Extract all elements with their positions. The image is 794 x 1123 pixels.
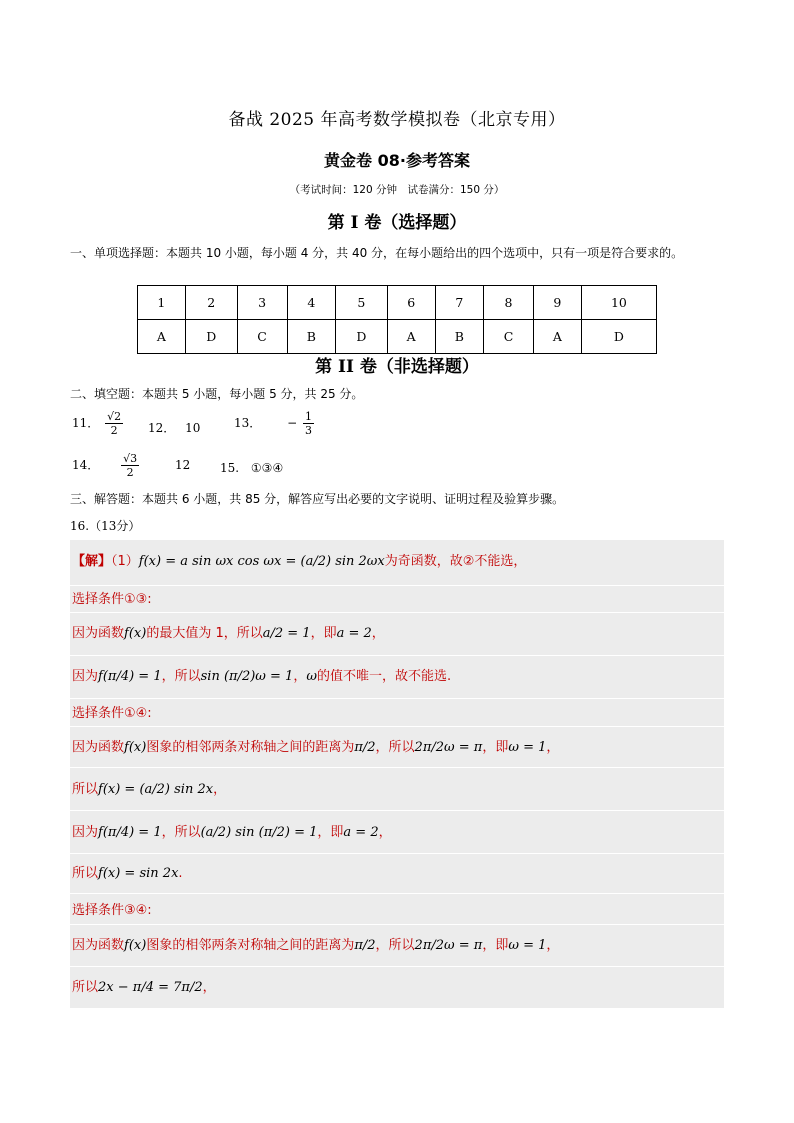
solution-line-11 — [72, 936, 722, 956]
solution-line-2: 选择条件①③: — [72, 592, 152, 607]
text: ，所以 — [375, 938, 415, 953]
page-title: 备战 2025 年高考数学模拟卷（北京专用） — [228, 110, 566, 130]
text: 所以 — [72, 980, 99, 995]
table-cell: A — [534, 320, 582, 354]
text: 因为函数 — [72, 626, 125, 641]
table-cell: 6 — [387, 286, 435, 320]
answer-table-answer-row — [138, 320, 657, 354]
fill-instructions: 二、填空题：本题共 5 小题，每小题 5 分，共 25 分。 — [70, 387, 364, 401]
text: ，所以 — [161, 669, 201, 684]
q13-sign: − — [287, 416, 298, 430]
part1-instructions: 一、单项选择题：本题共 10 小题，每小题 4 分，共 40 分，在每小题给出的四个选项中，只有一项是符合要求的。 — [70, 246, 684, 260]
table-cell: D — [185, 320, 237, 354]
answer-table — [137, 285, 657, 354]
solution-line-5: 选择条件①④: — [72, 706, 152, 721]
text: 的最大值为 1，所以 — [146, 626, 263, 641]
solution-line-10: 选择条件③④: — [72, 903, 152, 918]
text: ，即 — [310, 626, 337, 641]
q11-fraction — [105, 410, 123, 437]
q12-answer — [148, 419, 200, 436]
q12-label: 12． — [148, 421, 176, 435]
table-cell: 5 — [336, 286, 388, 320]
q14-numerator: √3 — [123, 452, 138, 465]
text: 因为函数 — [72, 740, 125, 755]
math: ω — [306, 669, 317, 684]
text: ，即 — [482, 938, 509, 953]
solution-line-8 — [72, 823, 722, 843]
math: f(x) = (a/2) sin 2x — [98, 782, 214, 797]
q15-value: ①③④ — [250, 461, 284, 475]
math: ω = 1 — [508, 740, 547, 755]
text: ，即 — [482, 740, 509, 755]
q13-label: 13． — [234, 416, 262, 430]
q11-numerator: √2 — [107, 410, 122, 423]
table-cell: A — [138, 320, 186, 354]
q11-denominator: 2 — [110, 424, 118, 437]
table-cell: B — [435, 320, 483, 354]
math: 2x − π/4 = 7π/2 — [98, 980, 203, 995]
q14-denominator: 2 — [126, 466, 134, 479]
math: a/2 = 1 — [262, 626, 311, 641]
q14-fraction — [121, 452, 139, 479]
math: a = 2 — [343, 825, 379, 840]
text: ，即 — [317, 825, 344, 840]
solution-line-7 — [72, 780, 722, 800]
q11-label: 11． — [72, 416, 100, 430]
divider — [70, 924, 724, 925]
text: 为奇函数，故②不能选， — [384, 554, 527, 569]
q13-numerator: 1 — [305, 410, 312, 423]
table-cell: C — [237, 320, 287, 354]
q14-value: 12 — [174, 458, 191, 472]
part1-heading: 第 I 卷（选择题） — [327, 213, 467, 233]
table-cell: A — [387, 320, 435, 354]
math: f(x) = sin 2x — [98, 866, 179, 881]
q14-answer — [72, 452, 190, 479]
math: a = 2 — [336, 626, 372, 641]
text: ，所以 — [161, 825, 201, 840]
text: ， — [546, 938, 560, 953]
solution-line-6 — [72, 738, 722, 758]
q16-label: 16.（13分） — [70, 519, 141, 533]
divider — [70, 966, 724, 967]
solution-line-1 — [72, 552, 722, 572]
table-cell: C — [484, 320, 534, 354]
text: ， — [546, 740, 560, 755]
math: π/2 — [354, 740, 376, 755]
table-cell: 8 — [484, 286, 534, 320]
text: （1） — [111, 554, 139, 569]
table-cell: 4 — [287, 286, 335, 320]
divider — [70, 612, 724, 613]
table-cell: 10 — [581, 286, 656, 320]
page-subtitle: 黄金卷 08·参考答案 — [324, 151, 470, 170]
q11-answer — [72, 410, 125, 437]
table-cell: 1 — [138, 286, 186, 320]
text: 所以 — [72, 866, 99, 881]
table-cell: D — [581, 320, 656, 354]
q14-label: 14． — [72, 458, 100, 472]
q13-fraction — [303, 410, 314, 437]
part2-heading: 第 II 卷（非选择题） — [315, 357, 479, 377]
table-cell: B — [287, 320, 335, 354]
q12-value: 10 — [185, 421, 201, 435]
math: f(x) — [124, 740, 147, 755]
text: 图象的相邻两条对称轴之间的距离为 — [146, 938, 355, 953]
divider — [70, 726, 724, 727]
divider — [70, 698, 724, 699]
math: f(x) = a sin ωx cos ωx = (a/2) sin 2ωx — [138, 554, 385, 569]
math: 2π/2ω = π — [414, 938, 483, 953]
divider — [70, 655, 724, 656]
text: 因为函数 — [72, 938, 125, 953]
text: ， — [371, 626, 385, 641]
text: 因为 — [72, 825, 99, 840]
divider — [70, 893, 724, 894]
solution-tag: 【解】 — [72, 554, 112, 569]
divider — [70, 810, 724, 811]
table-cell: 2 — [185, 286, 237, 320]
divider — [70, 585, 724, 586]
divider — [70, 767, 724, 768]
math: 2π/2ω = π — [414, 740, 483, 755]
text: ， — [378, 825, 392, 840]
math: π/2 — [354, 938, 376, 953]
text: ， — [213, 782, 227, 797]
q13-answer — [234, 410, 316, 437]
table-cell: 9 — [534, 286, 582, 320]
math: ω = 1 — [508, 938, 547, 953]
q13-denominator: 3 — [305, 424, 312, 437]
math: f(x) — [124, 938, 147, 953]
q15-answer — [220, 461, 283, 475]
text: 所以 — [72, 782, 99, 797]
text: ， — [293, 669, 307, 684]
text: ，所以 — [375, 740, 415, 755]
table-cell: 3 — [237, 286, 287, 320]
answer-table-number-row — [138, 286, 657, 320]
solve-instructions: 三、解答题：本题共 6 小题，共 85 分，解答应写出必要的文字说明、证明过程及验算步骤。 — [70, 492, 565, 506]
text: . — [178, 866, 183, 881]
text: 图象的相邻两条对称轴之间的距离为 — [146, 740, 355, 755]
solution-line-4 — [72, 667, 722, 687]
text: ， — [202, 980, 216, 995]
text: 因为 — [72, 669, 99, 684]
solution-line-12 — [72, 978, 722, 998]
math: sin (π/2)ω = 1 — [200, 669, 294, 684]
math: f(π/4) = 1 — [98, 825, 162, 840]
q15-label: 15. — [220, 461, 240, 475]
divider — [70, 853, 724, 854]
solution-line-3 — [72, 624, 722, 644]
math: f(x) — [124, 626, 147, 641]
math: (a/2) sin (π/2) = 1 — [200, 825, 318, 840]
solution-line-9 — [72, 864, 722, 884]
text: 的值不唯一，故不能选. — [316, 669, 452, 684]
table-cell: D — [336, 320, 388, 354]
table-cell: 7 — [435, 286, 483, 320]
exam-note: （考试时间：120 分钟 试卷满分：150 分） — [289, 184, 505, 196]
math: f(π/4) = 1 — [98, 669, 162, 684]
